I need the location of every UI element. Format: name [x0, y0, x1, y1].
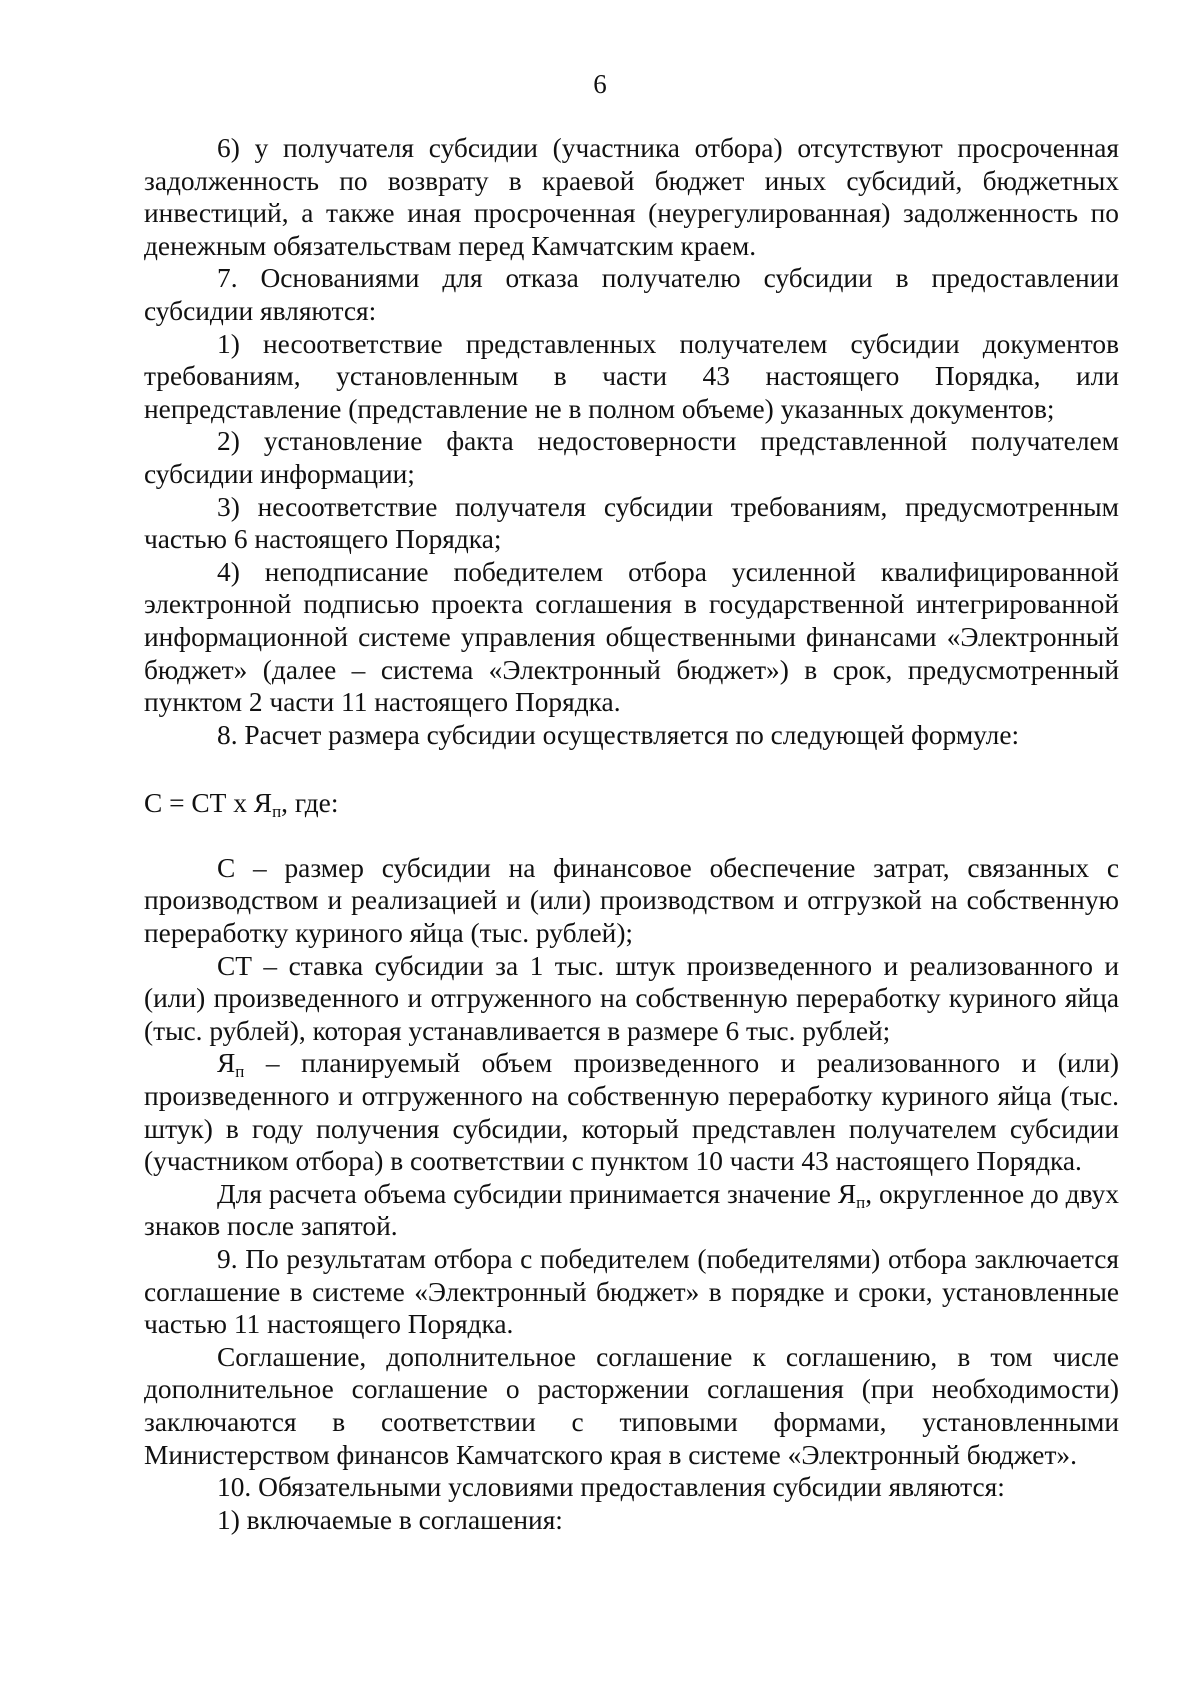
- paragraph-definition-st: СТ – ставка субсидии за 1 тыс. штук произведенного и реализованного и (или) произведенного и отгруженного на собственную переработку куриного яйца (тыс. рублей), которая устанавливается в размере 6 тыс. рублей;: [144, 950, 1119, 1046]
- paragraph-item-1: 1) несоответствие представленных получателем субсидии документов требованиям, установленным в части 43 настоящего Порядка, или непредставление (представление не в полном объеме) указанных документов;: [144, 328, 1119, 424]
- paragraph-section-8: 8. Расчет размера субсидии осуществляется по следующей формуле:: [217, 719, 1020, 750]
- rounding-subscript: п: [856, 1192, 866, 1212]
- definition-subscript: п: [235, 1062, 245, 1082]
- formula-main: С = СТ х Я: [144, 788, 273, 819]
- paragraph-section-9: 9. По результатам отбора с победителем (победителями) отбора заключается соглашение в системе «Электронный бюджет» в порядке и сроки, установленные частью 11 настоящего Порядка.: [144, 1244, 1119, 1340]
- paragraph-agreement: Соглашение, дополнительное соглашение к соглашению, в том числе дополнительное соглашение о расторжении соглашения (при необходимости) заключаются в соответствии с типовыми формами, установленными Министерством финансов Камчатского края в системе «Электронный бюджет».: [144, 1341, 1119, 1470]
- rounding-text-start: Для расчета объема субсидии принимается значение Я: [217, 1178, 857, 1209]
- page-number: 6: [593, 69, 607, 99]
- rounding-text-end: , округленное до двух знаков после запятой.: [144, 1178, 1119, 1242]
- paragraph-definition-yap: [144, 1047, 1119, 1177]
- definition-text: – планируемый объем произведенного и реализованного и (или) произведенного и отгруженного на собственную переработку куриного яйца (тыс. штук) в году получения субсидии, который представлен получателем субсидии (участником отбора) в соответствии с пунктом 10 части 43 настоящего Порядка.: [144, 1048, 1119, 1177]
- paragraph-rounding: [144, 1178, 1119, 1243]
- paragraph-item-6: 6) у получателя субсидии (участника отбора) отсутствуют просроченная задолженность по возврату в краевой бюджет иных субсидий, бюджетных инвестиций, а также иная просроченная (неурегулированная) задолженность по денежным обязательствам перед Камчатским краем.: [144, 133, 1119, 261]
- formula-tail: , где:: [281, 788, 339, 819]
- definition-symbol: Я: [217, 1048, 236, 1079]
- paragraph-definition-c: С – размер субсидии на финансовое обеспечение затрат, связанных с производством и реализацией и (или) производством и отгрузкой на собственную переработку куриного яйца (тыс. рублей);: [144, 852, 1119, 949]
- paragraph-item-2: 2) установление факта недостоверности представленной получателем субсидии информации;: [144, 426, 1119, 489]
- paragraph-item-3: 3) несоответствие получателя субсидии требованиям, предусмотренным частью 6 настоящего Порядка;: [144, 491, 1119, 555]
- formula-subscript: п: [272, 802, 282, 822]
- paragraph-section-10: 10. Обязательными условиями предоставления субсидии являются:: [217, 1472, 1005, 1503]
- formula: [144, 787, 1119, 820]
- document-body: [144, 132, 1119, 1536]
- paragraph-item-1-included: 1) включаемые в соглашения:: [217, 1504, 563, 1535]
- paragraph-item-4: 4) неподписание победителем отбора усиленной квалифицированной электронной подписью проекта соглашения в государственной интегрированной информационной системе управления общественными финансами «Электронный бюджет» (далее – система «Электронный бюджет») в срок, предусмотренный пунктом 2 части 11 настоящего Порядка.: [144, 556, 1119, 718]
- paragraph-section-7: 7. Основаниями для отказа получателю субсидии в предоставлении субсидии являются:: [144, 263, 1119, 326]
